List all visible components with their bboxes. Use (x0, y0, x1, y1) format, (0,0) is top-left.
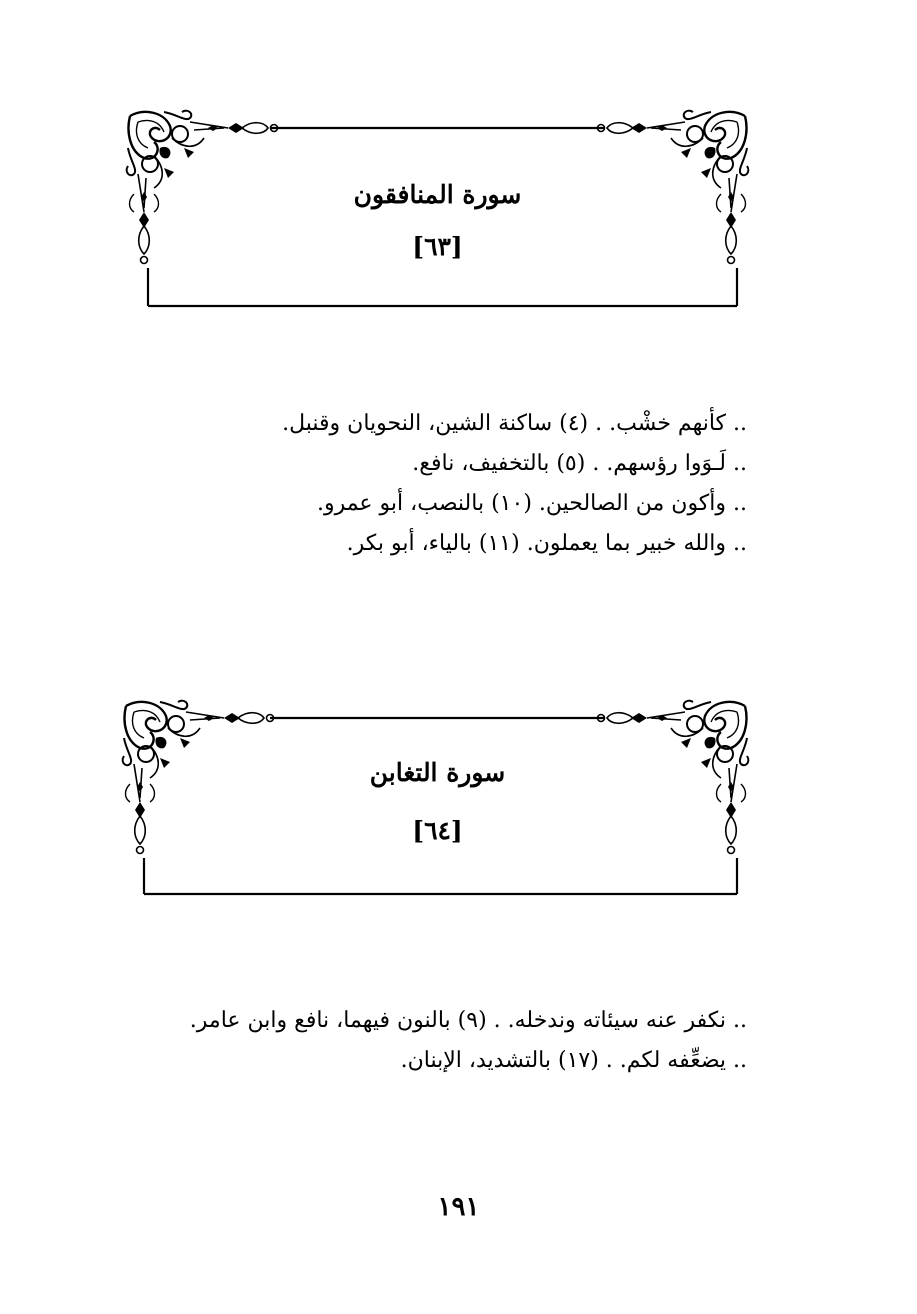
notes-list (282, 404, 747, 564)
note-line: .. والله خبير بما يعملون. (١١) بالياء، أبو بكر. (346, 531, 747, 556)
ornamental-border (120, 698, 755, 898)
surah-number: [٦٣] (412, 232, 463, 261)
surah-header-frame (120, 108, 755, 298)
note-line: .. يضعِّفه لكم. . (١٧) بالتشديد، الإبنان. (400, 1048, 747, 1073)
surah-number: [٦٤] (412, 816, 463, 845)
notes-list (190, 1001, 747, 1081)
surah-title: سورة التغابن (369, 758, 506, 787)
note-line: .. كأنهم خشْب. . (٤) ساكنة الشين، النحويان وقنبل. (282, 411, 747, 436)
surah-header-frame (120, 698, 755, 888)
surah-title: سورة المنافقون (353, 180, 522, 209)
note-line: .. لَـوَوا رؤسهم. . (٥) بالتخفيف، نافع. (412, 451, 747, 476)
note-line: .. وأكون من الصالحين. (١٠) بالنصب، أبو عمرو. (316, 491, 747, 516)
page-number: ١٩١ (437, 1192, 480, 1222)
note-line: .. نكفر عنه سيئاته وندخله. . (٩) بالنون فيهما، نافع وابن عامر. (189, 1008, 747, 1033)
